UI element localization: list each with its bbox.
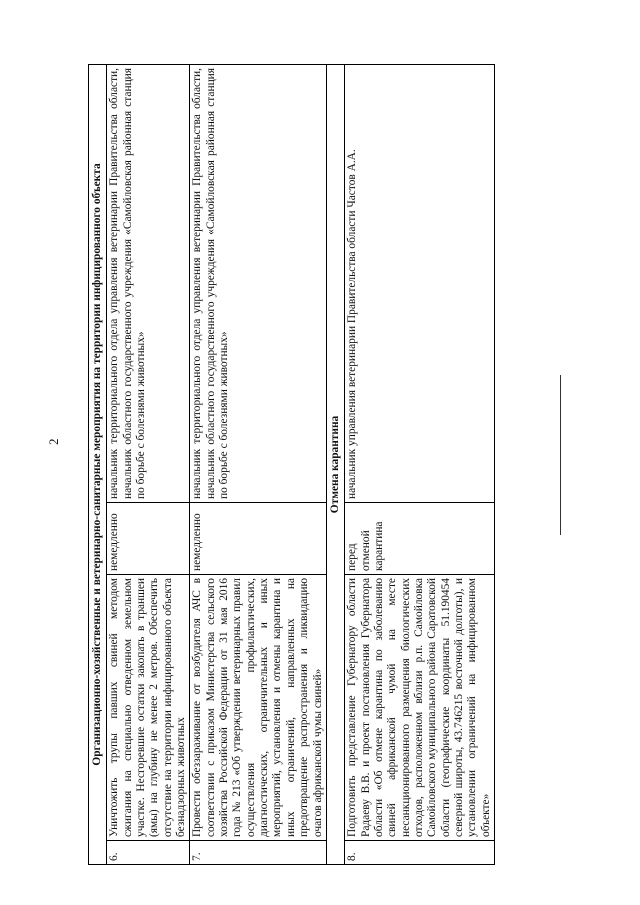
row-number: 8.	[345, 841, 495, 865]
row-description: Уничтожить трупы павших свиней методом сжигания на специально отведенном земельном участке. Несгоревшие остатки закопать в траншеи (ямы) на глубину не менее 2 метров. Обеспечить отсутствие на территории инфицированного объекта безнадзорных животных	[107, 575, 190, 841]
table-row	[107, 65, 190, 865]
section-header-row	[89, 65, 107, 865]
row-deadline: перед отменой карантина	[345, 503, 495, 575]
row-responsible: начальник территориального отдела управления ветеринарии Правительства области, начальник областного государственного учреждения «Самойловская районная станция по борьбе с болезнями животных»	[190, 65, 326, 503]
row-description: Провести обеззараживание от возбудителя АЧС в соответствии с приказом Министерства сельского хозяйства Российской Федерации от 31 мая 2016 года № 213 «Об утверждении ветеринарных правил осуществления профилактических, диагностических, ограничительных и иных мероприятий, установления и отмены карантина и иных ограничений, направленных на предотвращение распространения и ликвидацию очагов африканской чумы свиней»	[190, 575, 326, 841]
row-deadline: немедленно	[107, 503, 190, 575]
row-number: 7.	[190, 841, 326, 865]
table-row	[190, 65, 326, 865]
row-deadline: немедленно	[190, 503, 326, 575]
footnote-divider	[560, 375, 561, 535]
section-header-org: Организационно-хозяйственные и ветеринарно-санитарные мероприятия на территории инфицированного объекта	[89, 65, 107, 865]
page-number: 2	[46, 438, 61, 445]
section-header-quarantine: Отмена карантина	[326, 65, 344, 865]
rotated-table-wrapper	[88, 65, 495, 865]
table-row	[345, 65, 495, 865]
measures-table	[88, 64, 495, 865]
row-description: Подготовить представление Губернатору области Радаеву В.В. и проект постановления Губернатора области «Об отмене карантина по заболеванию свиней африканской чумой на месте несанкционированного размещения биологических отходов, расположенном вблизи р.п. Самойловка Самойловского муниципального района Саратовской области (географические координаты 51.190454 северной широты, 43.746215 восточной долготы), и установлении ограничений на инфицированном объекте»	[345, 575, 495, 841]
row-number: 6.	[107, 841, 190, 865]
section-header-row	[326, 65, 344, 865]
row-responsible: начальник управления ветеринарии Правительства области Частов А.А.	[345, 65, 495, 503]
row-responsible: начальник территориального отдела управления ветеринарии Правительства области, начальник областного государственного учреждения «Самойловская районная станция по борьбе с болезнями животных»	[107, 65, 190, 503]
